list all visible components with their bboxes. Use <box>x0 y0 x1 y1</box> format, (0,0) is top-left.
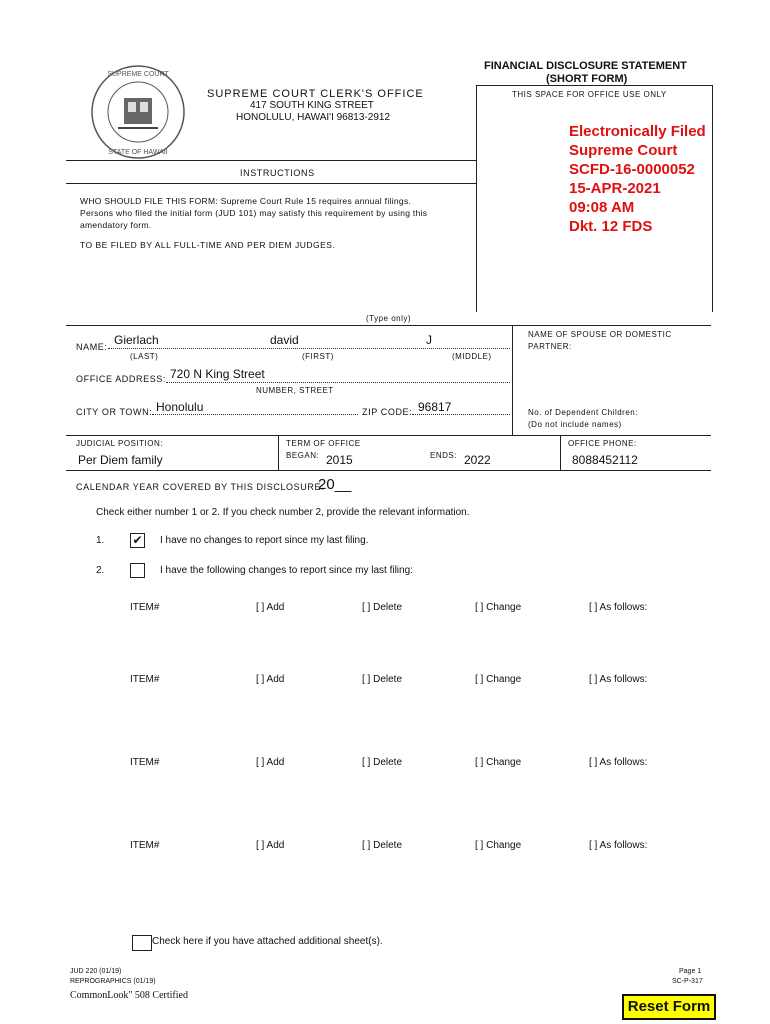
began-field[interactable]: 2015 <box>326 453 353 467</box>
ends-field[interactable]: 2022 <box>464 453 491 467</box>
stamp-line-3: SCFD-16-0000052 <box>569 161 695 178</box>
zip-field[interactable]: 96817 <box>418 400 452 414</box>
stamp-line-2: Supreme Court <box>569 142 678 159</box>
change-option[interactable]: [ ] Change <box>475 757 522 768</box>
who-should-file-1: WHO SHOULD FILE THIS FORM: Supreme Court Rule 15 requires annual filings. <box>80 196 412 206</box>
instructions-rule <box>66 183 476 184</box>
name-underline <box>108 348 510 349</box>
add-option[interactable]: [ ] Add <box>256 840 285 851</box>
office-address-underline <box>166 382 510 383</box>
additional-sheets-checkbox[interactable] <box>132 935 152 951</box>
delete-option[interactable]: [ ] Delete <box>362 840 403 851</box>
zip-underline <box>412 414 510 415</box>
form-subtitle: (SHORT FORM) <box>546 73 628 85</box>
who-should-file-2: Persons who filed the initial form (JUD 101) may satisfy this requirement by using this <box>80 208 428 218</box>
form-title: FINANCIAL DISCLOSURE STATEMENT <box>484 60 687 72</box>
court-seal <box>88 62 188 162</box>
as-follows-option[interactable]: [ ] As follows: <box>589 674 648 685</box>
add-option[interactable]: [ ] Add <box>256 602 285 613</box>
middle-label: (MIDDLE) <box>452 352 492 361</box>
instructions-heading: INSTRUCTIONS <box>240 168 315 178</box>
instructions-text <box>80 195 427 231</box>
change-option[interactable]: [ ] Change <box>475 602 522 613</box>
add-option[interactable]: [ ] Add <box>256 674 285 685</box>
office-name: SUPREME COURT CLERK'S OFFICE <box>207 88 424 100</box>
stamp-line-4: 15-APR-2021 <box>569 180 661 197</box>
to-be-filed: TO BE FILED BY ALL FULL-TIME AND PER DIEM JUDGES. <box>80 240 336 250</box>
as-follows-option[interactable]: [ ] As follows: <box>589 840 648 851</box>
option-2-text: I have the following changes to report since my last filing: <box>160 565 413 576</box>
city-label: CITY OR TOWN: <box>76 407 153 417</box>
office-phone-field[interactable]: 8088452112 <box>572 453 638 467</box>
term-label: TERM OF OFFICE <box>286 439 361 448</box>
delete-option[interactable]: [ ] Delete <box>362 602 403 613</box>
form-top-rule <box>66 325 711 326</box>
spouse-label-2: PARTNER: <box>528 342 572 351</box>
option-1-text: I have no changes to report since my last filing. <box>160 535 369 546</box>
spouse-label-1: NAME OF SPOUSE OR DOMESTIC <box>528 330 672 339</box>
middle-name-field[interactable]: J <box>426 333 432 347</box>
judicial-position-label: JUDICIAL POSITION: <box>76 439 163 448</box>
position-divider-2 <box>560 435 561 470</box>
form-code: SC-P-317 <box>672 978 703 985</box>
zip-label: ZIP CODE: <box>362 407 413 417</box>
last-name-field[interactable]: Gierlach <box>114 333 159 347</box>
electronic-filing-stamp <box>569 122 706 236</box>
position-top-rule <box>66 435 711 436</box>
choice-instruction: Check either number 1 or 2. If you check number 2, provide the relevant information. <box>96 507 470 518</box>
office-address-field[interactable]: 720 N King Street <box>170 367 265 381</box>
name-label: NAME: <box>76 342 108 352</box>
office-address-label: OFFICE ADDRESS: <box>76 374 167 384</box>
dependents-label-1: No. of Dependent Children: <box>528 408 638 417</box>
office-phone-label: OFFICE PHONE: <box>568 439 637 448</box>
first-name-field[interactable]: david <box>270 333 299 347</box>
stamp-line-6: Dkt. 12 FDS <box>569 218 653 235</box>
as-follows-option[interactable]: [ ] As follows: <box>589 757 648 768</box>
page-number: Page 1 <box>679 968 702 975</box>
stamp-line-5: 09:08 AM <box>569 199 635 216</box>
svg-text:SUPREME COURT: SUPREME COURT <box>107 71 169 78</box>
city-field[interactable]: Honolulu <box>156 400 204 414</box>
last-label: (LAST) <box>130 352 159 361</box>
svg-text:STATE OF HAWAII: STATE OF HAWAII <box>108 149 168 156</box>
as-follows-option[interactable]: [ ] As follows: <box>589 602 648 613</box>
additional-sheets-label: Check here if you have attached additional sheet(s). <box>152 936 383 947</box>
first-label: (FIRST) <box>302 352 334 361</box>
option-2-number: 2. <box>96 565 105 576</box>
commonlook-cert: CommonLook" 508 Certified <box>70 990 188 1001</box>
change-option[interactable]: [ ] Change <box>475 840 522 851</box>
number-street-label: NUMBER, STREET <box>256 386 334 395</box>
ends-label: ENDS: <box>430 451 457 460</box>
reprographics: REPROGRAPHICS (01/19) <box>70 978 156 985</box>
spouse-divider <box>512 325 513 435</box>
type-only-label: (Type only) <box>366 314 412 323</box>
city-underline <box>152 414 358 415</box>
seal-icon <box>88 62 188 162</box>
delete-option[interactable]: [ ] Delete <box>362 757 403 768</box>
delete-option[interactable]: [ ] Delete <box>362 674 403 685</box>
office-use-label: THIS SPACE FOR OFFICE USE ONLY <box>512 90 667 99</box>
item-label: ITEM# <box>130 757 160 768</box>
add-option[interactable]: [ ] Add <box>256 757 285 768</box>
reset-form-button[interactable]: Reset Form <box>622 994 716 1020</box>
item-label: ITEM# <box>130 674 160 685</box>
who-should-file-3: amendatory form. <box>80 220 152 230</box>
calendar-year-label: CALENDAR YEAR COVERED BY THIS DISCLOSURE: <box>76 482 325 492</box>
checkmark-icon: ✔ <box>132 533 143 547</box>
change-option[interactable]: [ ] Change <box>475 674 522 685</box>
calendar-year-field[interactable]: 20__ <box>318 476 352 493</box>
began-label: BEGAN: <box>286 451 320 460</box>
option-2-checkbox[interactable] <box>130 563 145 578</box>
dependents-label-2: (Do not include names) <box>528 420 622 429</box>
option-1-checkbox[interactable] <box>130 533 145 548</box>
item-label: ITEM# <box>130 602 160 613</box>
option-1-number: 1. <box>96 535 105 546</box>
position-divider-1 <box>278 435 279 470</box>
office-address-2: HONOLULU, HAWAI'I 96813-2912 <box>236 112 391 123</box>
stamp-line-1: Electronically Filed <box>569 123 706 140</box>
judicial-position-field[interactable]: Per Diem family <box>78 453 163 467</box>
position-bottom-rule <box>66 470 711 471</box>
instructions-top-rule <box>66 160 476 161</box>
jud-code: JUD 220 (01/19) <box>70 968 122 975</box>
office-address-1: 417 SOUTH KING STREET <box>250 100 374 111</box>
item-label: ITEM# <box>130 840 160 851</box>
